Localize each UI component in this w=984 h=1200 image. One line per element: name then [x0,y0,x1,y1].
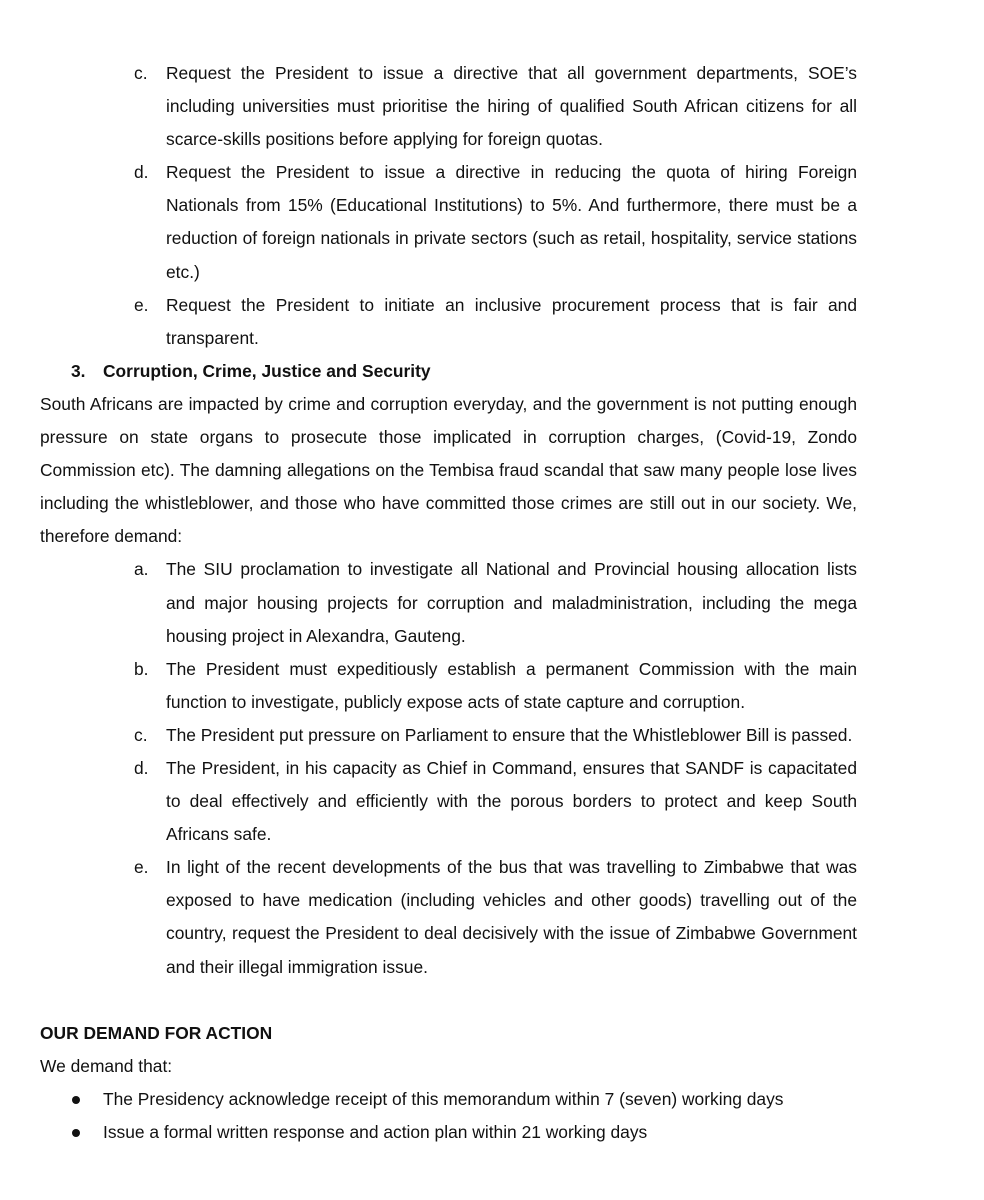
demand-heading: OUR DEMAND FOR ACTION [40,1022,273,1043]
demand-bullet-list [40,1083,857,1149]
list-marker: b. [134,658,149,679]
list-marker: a. [134,559,149,580]
section-heading [40,355,857,388]
list-item-text: Request the President to issue a directive that all government departments, SOE’s including universities must prioritise the hiring of qualified South African citizens for all scarce-skills positions before applying for foreign quotas. [166,63,857,150]
list-item [40,289,857,355]
demand-intro: We demand that: [40,1055,173,1076]
bullet-dot-icon [72,1129,80,1137]
list-item-text: The SIU proclamation to investigate all National and Provincial housing allocation lists and major housing projects for corruption and maladministration, including the mega housing project in Alexandra, Gauteng. [166,559,857,646]
list-item-text: Request the President to initiate an inclusive procurement process that is fair and transparent. [166,294,857,348]
list-marker: d. [134,162,149,183]
second-alpha-list [40,553,857,983]
list-item-text: The President put pressure on Parliament to ensure that the Whistleblower Bill is passed. [166,724,853,745]
bullet-dot-icon [72,1096,80,1104]
list-item-text: The President, in his capacity as Chief in Command, ensures that SANDF is capacitated to deal effectively and efficiently with the porous borders to protect and keep South Africans safe. [166,757,857,845]
section-title: Corruption, Crime, Justice and Security [103,360,431,381]
list-marker: c. [134,724,148,745]
list-item-text: Request the President to issue a directive in reducing the quota of hiring Foreign Nationals from 15% (Educational Institutions) to 5%. And furthermore, there must be a reduction of foreign nationals in private sectors (such as retail, hospitality, service stations etc.) [166,162,857,282]
bullet-text: Issue a formal written response and action plan within 21 working days [103,1121,648,1142]
list-item [40,156,857,288]
list-item [40,57,857,156]
section-paragraph: South Africans are impacted by crime and corruption everyday, and the government is not putting enough pressure on state organs to prosecute those implicated in corruption charges, (Covid-19, Zondo Commission etc). The damning allegations on the Tembisa fraud scandal that saw many people lose lives including the whistleblower, and those who have committed those crimes are still out in our society. We, therefore demand: [40,393,857,547]
list-marker: c. [134,63,148,83]
list-item [40,719,857,752]
bullet-text: The Presidency acknowledge receipt of this memorandum within 7 (seven) working days [103,1088,784,1109]
bullet-item [40,1116,857,1149]
list-item [40,851,857,983]
bullet-item [40,1083,857,1116]
list-marker: e. [134,294,149,315]
section-number: 3. [71,360,86,381]
list-item [40,653,857,719]
list-item [40,752,857,851]
list-item [40,553,857,652]
document-page [40,57,857,1149]
list-item-text: The President must expeditiously establish a permanent Commission with the main function to investigate, publicly expose acts of state capture and corruption. [166,658,857,712]
list-marker: d. [134,757,149,778]
first-alpha-list [40,57,857,355]
list-marker: e. [134,857,149,878]
list-item-text: In light of the recent developments of the bus that was travelling to Zimbabwe that was exposed to have medication (including vehicles and other goods) travelling out of the country, request the President to deal decisively with the issue of Zimbabwe Government and their illegal immigration issue. [166,857,857,977]
